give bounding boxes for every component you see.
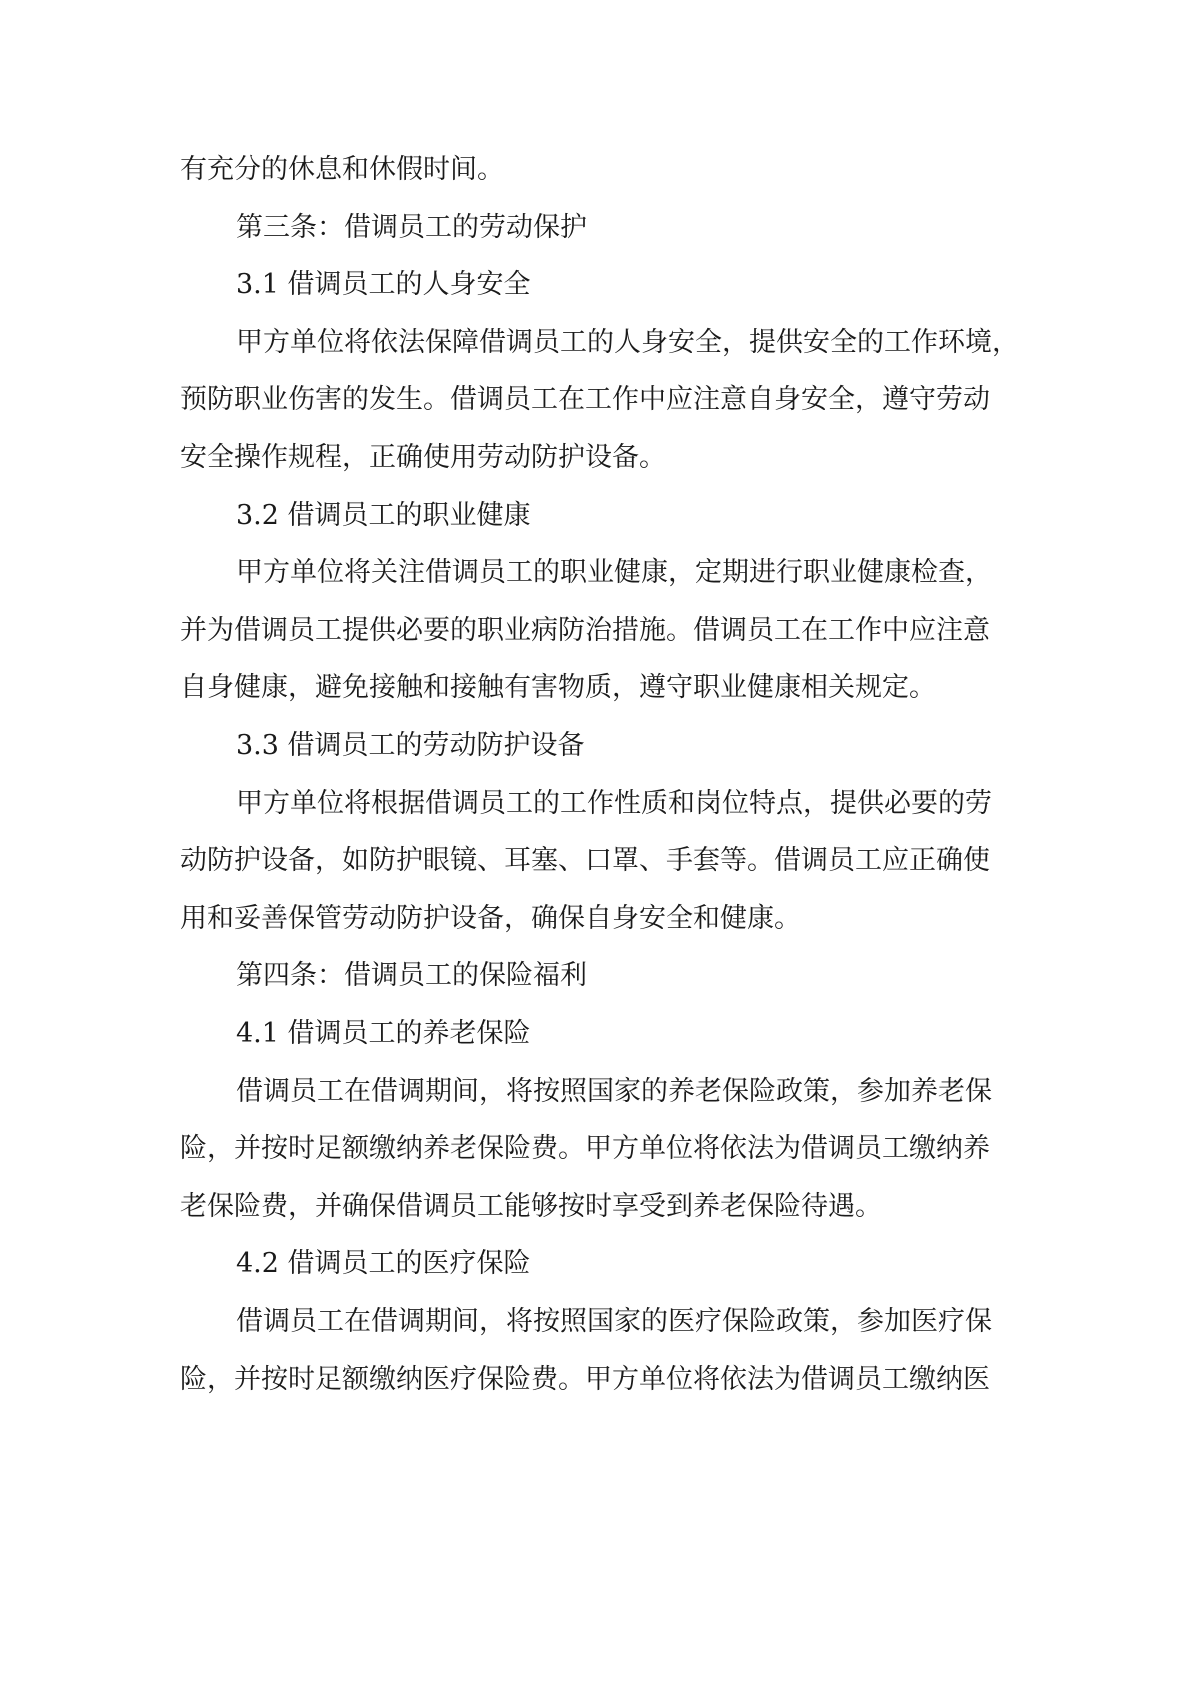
subsection-heading: 4.2 借调员工的医疗保险: [236, 1248, 531, 1279]
paragraph-line: 借调员工在借调期间，将按照国家的医疗保险政策，参加医疗保: [236, 1306, 992, 1337]
section-heading: 第三条：借调员工的劳动保护: [236, 212, 587, 243]
subsection-heading: 3.2 借调员工的职业健康: [236, 500, 531, 531]
paragraph-line: 借调员工在借调期间，将按照国家的养老保险政策，参加养老保: [236, 1076, 992, 1107]
paragraph-line: 动防护设备，如防护眼镜、耳塞、口罩、手套等。借调员工应正确使: [180, 845, 990, 876]
paragraph-line: 险，并按时足额缴纳养老保险费。甲方单位将依法为借调员工缴纳养: [180, 1133, 990, 1164]
paragraph-line: 甲方单位将根据借调员工的工作性质和岗位特点，提供必要的劳: [236, 788, 992, 819]
paragraph-line: 甲方单位将关注借调员工的职业健康，定期进行职业健康检查，: [236, 557, 992, 588]
paragraph-line: 有充分的休息和休假时间。: [180, 154, 504, 185]
paragraph-line: 老保险费，并确保借调员工能够按时享受到养老保险待遇。: [180, 1191, 882, 1222]
subsection-heading: 4.1 借调员工的养老保险: [236, 1018, 531, 1049]
subsection-heading: 3.3 借调员工的劳动防护设备: [236, 730, 585, 761]
section-heading: 第四条：借调员工的保险福利: [236, 960, 587, 991]
paragraph-line: 并为借调员工提供必要的职业病防治措施。借调员工在工作中应注意: [180, 615, 990, 646]
subsection-heading: 3.1 借调员工的人身安全: [236, 269, 531, 300]
paragraph-line: 险，并按时足额缴纳医疗保险费。甲方单位将依法为借调员工缴纳医: [180, 1364, 990, 1395]
paragraph-line: 预防职业伤害的发生。借调员工在工作中应注意自身安全，遵守劳动: [180, 384, 990, 415]
paragraph-line: 用和妥善保管劳动防护设备，确保自身安全和健康。: [180, 903, 801, 934]
paragraph-line: 自身健康，避免接触和接触有害物质，遵守职业健康相关规定。: [180, 672, 936, 703]
paragraph-line: 安全操作规程，正确使用劳动防护设备。: [180, 442, 666, 473]
paragraph-line: 甲方单位将依法保障借调员工的人身安全，提供安全的工作环境，: [236, 327, 1019, 358]
